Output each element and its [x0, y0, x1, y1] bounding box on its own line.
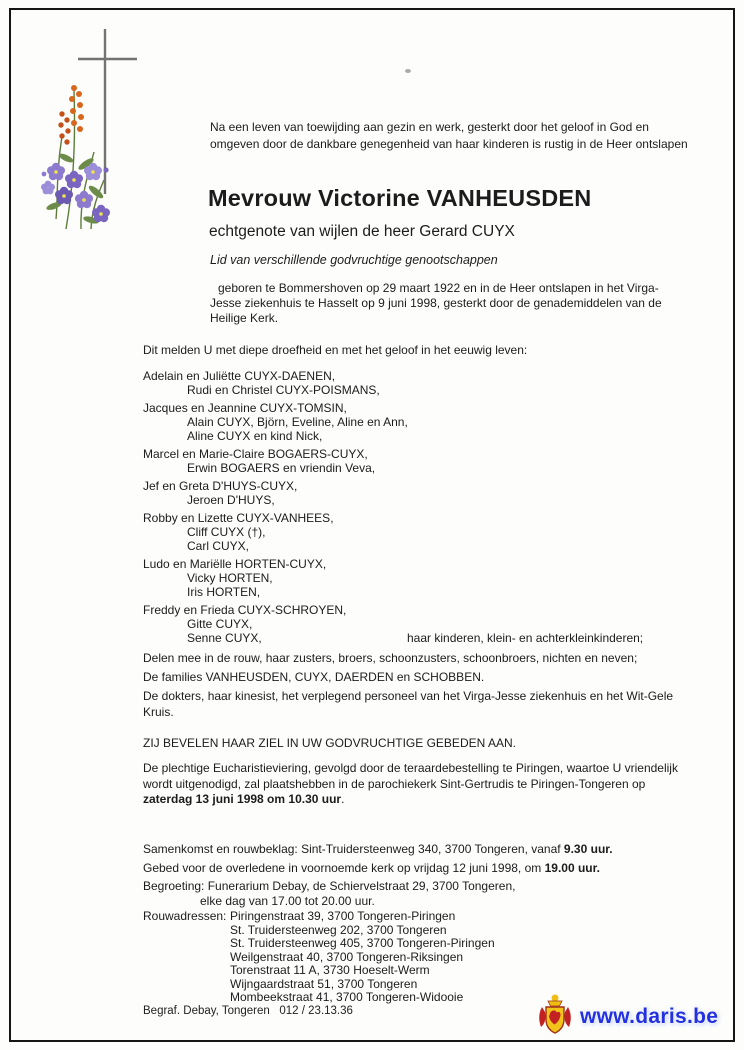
- family-member-row: [143, 511, 691, 525]
- funeral-date-bold: zaterdag 13 juni 1998 om 10.30 uur: [143, 792, 342, 806]
- prayer-service-text: Gebed voor de overledene in voornoemde kerk op vrijdag 12 juni 1998, om: [143, 861, 545, 875]
- address-item: Mombeekstraat 41, 3700 Tongeren-Widooie: [230, 990, 464, 1004]
- family-member-name: Jef en Greta D'HUYS-CUYX,: [143, 479, 298, 493]
- family-member-name: Carl CUYX,: [187, 539, 250, 553]
- undertaker-footer: Begraf. Debay, Tongeren 012 / 23.13.36: [143, 1005, 353, 1017]
- addresses-label: Rouwadressen:: [143, 909, 227, 923]
- family-member-name: Gitte CUYX,: [187, 617, 253, 631]
- family-member-name: Jeroen D'HUYS,: [187, 493, 275, 507]
- address-item: Piringenstraat 39, 3700 Tongeren-Piringen: [230, 909, 456, 923]
- family-member-row: [143, 617, 691, 631]
- children-note: haar kinderen, klein- en achterkleinkinderen;: [407, 631, 644, 645]
- gathering-time-bold: 9.30 uur.: [563, 842, 613, 856]
- daris-watermark: [536, 993, 718, 1041]
- address-item: Wijngaardstraat 51, 3700 Tongeren: [230, 976, 418, 991]
- gathering-line: [143, 841, 723, 857]
- funeral-paragraph: [143, 761, 691, 808]
- funeral-period: .: [341, 792, 345, 806]
- family-member-row: [143, 383, 691, 397]
- cross-icon: [36, 24, 146, 234]
- family-member-row: [143, 585, 691, 599]
- address-item: St. Truidersteenweg 202, 3700 Tongeren: [230, 922, 447, 937]
- life-dates-paragraph: geboren te Bommershoven op 29 maart 1922 en in de Heer ontslapen in het Virga-Jesse ziekenhuis te Hasselt op 9 juni 1998, gesterkt door de genademiddelen van de Heilige Kerk.: [210, 281, 662, 325]
- greeting-paragraph: [143, 879, 723, 908]
- family-member-name: Cliff CUYX (†),: [187, 525, 266, 539]
- family-member-name: Erwin BOGAERS en vriendin Veva,: [187, 461, 376, 475]
- addresses-list: [230, 910, 495, 1005]
- family-member-row: [143, 557, 691, 571]
- family-member-name: Robby en Lizette CUYX-VANHEES,: [143, 511, 334, 525]
- funeral-text: De plechtige Eucharistieviering, gevolgd door de teraardebestelling te Piringen, waartoe U vriendelijk wordt uitgenodigd, zal plaatshebben in de parochiekerk Sint-Gertrudis te Piringen-Tongeren op: [143, 761, 678, 791]
- family-member-name: Aline CUYX en kind Nick,: [187, 429, 323, 443]
- family-member-row: [143, 603, 691, 617]
- family-member-name: Alain CUYX, Björn, Eveline, Aline en Ann,: [187, 415, 408, 429]
- family-member-name: Jacques en Jeannine CUYX-TOMSIN,: [143, 401, 347, 415]
- family-member-name: Marcel en Marie-Claire BOGAERS-CUYX,: [143, 447, 368, 461]
- caretakers-line: De dokters, haar kinesist, het verplegend personeel van het Virga-Jesse ziekenhuis en het Wit-Gele Kruis.: [143, 689, 674, 719]
- family-member-row: [143, 461, 691, 475]
- family-member-name: Rudi en Christel CUYX-POISMANS,: [187, 383, 380, 397]
- family-member-row: [143, 369, 691, 383]
- cross-and-flowers-illustration: [36, 24, 146, 234]
- family-member-row: [143, 401, 691, 415]
- family-member-name: Freddy en Frieda CUYX-SCHROYEN,: [143, 603, 347, 617]
- family-member-name: Senne CUYX,: [187, 631, 262, 645]
- gathering-text: Samenkomst en rouwbeklag: Sint-Truidersteenweg 340, 3700 Tongeren, vanaf: [143, 842, 564, 856]
- membership-line: Lid van verschillende godvruchtige genootschappen: [210, 253, 498, 267]
- address-item: Weilgenstraat 40, 3700 Tongeren-Riksingen: [230, 949, 464, 964]
- family-member-row: [143, 631, 691, 645]
- spouse-line: echtgenote van wijlen de heer Gerard CUYX: [209, 223, 515, 240]
- family-list: [143, 369, 691, 645]
- prayer-time-bold: 19.00 uur.: [544, 861, 600, 875]
- prayer-service-line: [143, 860, 723, 876]
- family-member-row: [143, 571, 691, 585]
- daris-watermark-link[interactable]: www.daris.be: [580, 1005, 719, 1028]
- announcement-line: Dit melden U met diepe droefheid en met het geloof in het eeuwig leven:: [143, 343, 528, 357]
- address-item: Torenstraat 11 A, 3730 Hoeselt-Werm: [230, 963, 430, 977]
- intro-text: Na een leven van toewijding aan gezin en werk, gesterkt door het geloof in God en omgeven door de dankbare genegenheid van haar kinderen is rustig in de Heer ontslapen: [210, 120, 688, 151]
- family-member-row: [143, 429, 691, 443]
- daris-crest-icon: [536, 993, 574, 1041]
- family-member-name: Ludo en Mariëlle HORTEN-CUYX,: [143, 557, 327, 571]
- greeting-line1: Begroeting: Funerarium Debay, de Schiervelstraat 29, 3700 Tongeren,: [143, 879, 516, 893]
- family-member-row: [143, 415, 691, 429]
- family-member-name: Adelain en Juliëtte CUYX-DAENEN,: [143, 369, 336, 383]
- family-member-row: [143, 447, 691, 461]
- families-line: De families VANHEUSDEN, CUYX, DAERDEN en SCHOBBEN.: [143, 670, 485, 684]
- deceased-name-title: Mevrouw Victorine VANHEUSDEN: [208, 185, 592, 211]
- family-member-row: [143, 479, 691, 493]
- family-member-name: Vicky HORTEN,: [187, 571, 273, 585]
- prayer-commendation-line: ZIJ BEVELEN HAAR ZIEL IN UW GODVRUCHTIGE GEBEDEN AAN.: [143, 736, 516, 750]
- scan-speck: [405, 69, 411, 73]
- family-member-name: Iris HORTEN,: [187, 585, 261, 599]
- family-member-row: [143, 493, 691, 507]
- greeting-line2: elke dag van 17.00 tot 20.00 uur.: [200, 893, 375, 908]
- family-member-row: [143, 539, 691, 553]
- relatives-mourning-line: Delen mee in de rouw, haar zusters, broers, schoonzusters, schoonbroers, nichten en neven;: [143, 651, 638, 665]
- family-member-row: [143, 525, 691, 539]
- mourning-addresses: [143, 910, 495, 1005]
- address-item: St. Truidersteenweg 405, 3700 Tongeren-Piringen: [230, 936, 495, 950]
